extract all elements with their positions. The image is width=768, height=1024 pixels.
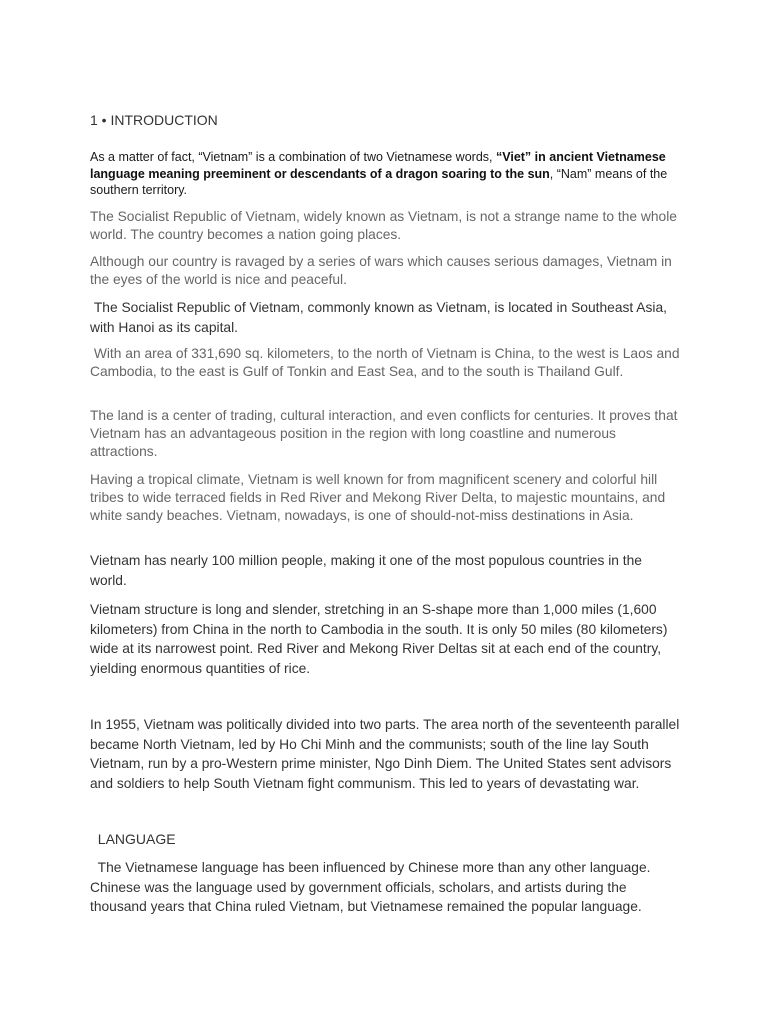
paragraph-language: The Vietnamese language has been influenced by Chinese more than any other language. Chinese was the language used by government officials, scholars, and artists during the thousand years that China ruled Vietnam, but Vietnamese remained the popular language. — [90, 860, 655, 914]
paragraph-geography: Vietnam structure is long and slender, stretching in an S-shape more than 1,000 miles (1,600 kilometers) from China in the north to Cambodia in the south. It is only 50 miles (80 kilometers) wide at its narrowest point. Red River and Mekong River Deltas sit at each end of the country, yielding enormous quantities of rice. — [90, 602, 668, 676]
paragraph-trading-center: The land is a center of trading, cultural interaction, and even conflicts for centuries. It proves that Vietnam has an advantageous position in the region with long coastline and numerous attractions. — [90, 408, 678, 460]
section-heading-introduction: 1 • INTRODUCTION — [90, 112, 218, 128]
intro-text-start: As a matter of fact, “Vietnam” is a combination of two Vietnamese words, — [90, 150, 496, 164]
section-heading-language: LANGUAGE — [90, 831, 176, 847]
intro-text-end: , “Nam” means of the southern territory. — [90, 166, 668, 197]
paragraph-area: With an area of 331,690 sq. kilometers, to the north of Vietnam is China, to the west is Laos and Cambodia, to the east is Gulf of Tonkin and East Sea, and to the south is Thailand Gulf. — [90, 346, 684, 380]
paragraph-tropical-climate: Having a tropical climate, Vietnam is well known for from magnificent scenery and colorful hill tribes to wide terraced fields in Red River and Mekong River Delta, to majestic mountains, and white sandy beaches. Vietnam, nowadays, is one of should-not-miss destinations in Asia. — [90, 472, 666, 524]
paragraph-division-1955: In 1955, Vietnam was politically divided into two parts. The area north of the seventeenth parallel became North Vietnam, led by Ho Chi Minh and the communists; south of the line lay South Vietnam, run by a pro-Western prime minister, Ngo Dinh Diem. The United States sent advisors and soldiers to help South Vietnam fight communism. This led to years of devastating war. — [90, 717, 680, 791]
paragraph-socialist-republic: The Socialist Republic of Vietnam, widely known as Vietnam, is not a strange name to the whole world. The country becomes a nation going places. — [90, 209, 677, 243]
intro-bold-text: “Viet” in ancient Vietnamese language meaning preeminent or descendants of a dragon soaring to the sun — [90, 150, 666, 181]
paragraph-population: Vietnam has nearly 100 million people, making it one of the most populous countries in the world. — [90, 553, 642, 588]
paragraph-wars: Although our country is ravaged by a series of wars which causes serious damages, Vietnam in the eyes of the world is nice and peaceful. — [90, 254, 672, 288]
paragraph-location: The Socialist Republic of Vietnam, commonly known as Vietnam, is located in Southeast Asia, with Hanoi as its capital. — [90, 300, 671, 335]
intro-paragraph — [90, 149, 680, 199]
